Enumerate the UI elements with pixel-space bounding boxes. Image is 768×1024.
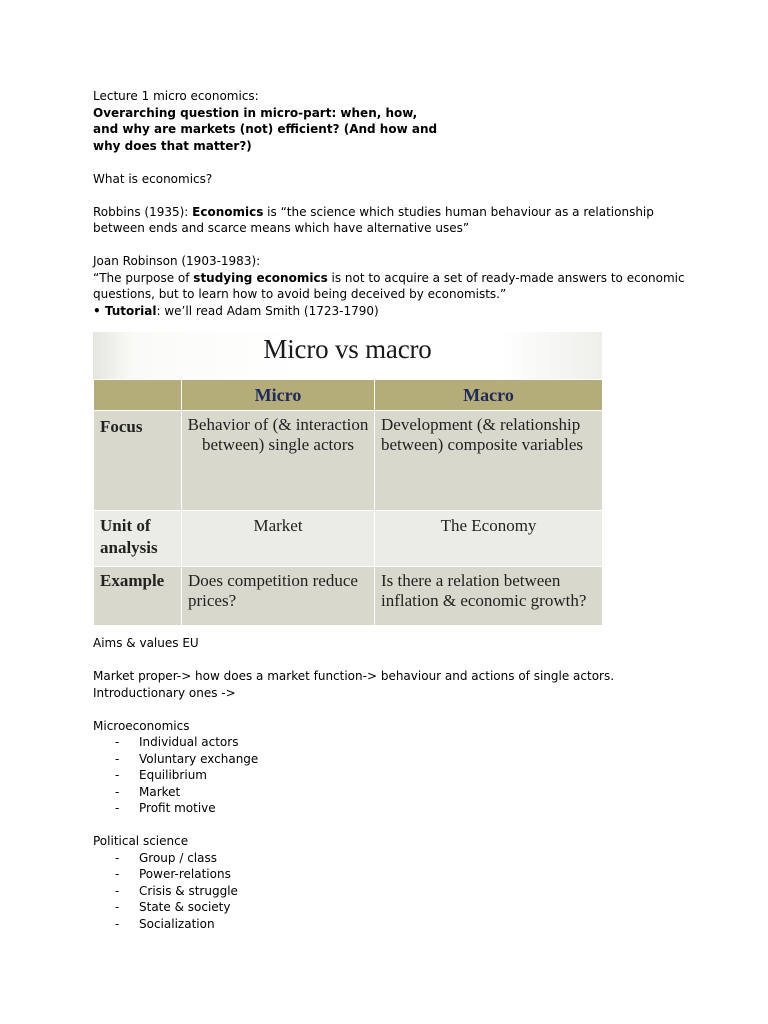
header-empty bbox=[94, 380, 182, 411]
table-row bbox=[94, 567, 603, 626]
microeconomics-heading: Microeconomics bbox=[93, 718, 190, 733]
micro-cell: Does competition reduce prices? bbox=[182, 567, 375, 626]
list-item: - Group / class bbox=[115, 850, 217, 865]
list-item: - Power-relations bbox=[115, 867, 231, 881]
lecture-heading: Lecture 1 micro economics: bbox=[93, 89, 259, 103]
joan-robinson-heading: Joan Robinson (1903-1983): bbox=[93, 254, 261, 268]
comparison-table bbox=[93, 379, 603, 626]
row-label: Focus bbox=[94, 411, 182, 511]
list-item: - State & society bbox=[115, 900, 231, 914]
document-body-lower bbox=[93, 635, 693, 932]
macro-cell: Is there a relation between inflation & economic growth? bbox=[375, 567, 603, 626]
political-science-list bbox=[93, 850, 693, 933]
micro-cell: Market bbox=[182, 511, 375, 567]
aims-values: Aims & values EU bbox=[93, 636, 199, 650]
table-header-row bbox=[94, 380, 603, 411]
joan-robinson-quote: “The purpose of studying economics is not to acquire a set of ready-made answers to economic questions, but to learn how to avoid being deceived by economists.” bbox=[93, 270, 685, 301]
list-item: - Market bbox=[115, 784, 181, 799]
list-item: - Individual actors bbox=[115, 735, 239, 749]
micro-cell: Behavior of (& interaction between) single actors bbox=[182, 411, 375, 511]
slide-title: Micro vs macro bbox=[263, 334, 432, 364]
document-body bbox=[93, 88, 693, 319]
list-item: - Equilibrium bbox=[115, 768, 207, 782]
macro-cell: Development (& relationship between) composite variables bbox=[375, 411, 603, 511]
micro-vs-macro-slide bbox=[93, 332, 602, 620]
microeconomics-list bbox=[93, 734, 693, 817]
list-item: - Profit motive bbox=[115, 801, 216, 815]
list-item: - Socialization bbox=[115, 916, 215, 931]
row-label: Unit of analysis bbox=[94, 511, 182, 567]
tutorial-bullet: • Tutorial: we’ll read Adam Smith (1723-1790) bbox=[93, 303, 379, 318]
table-row bbox=[94, 511, 603, 567]
row-label: Example bbox=[94, 567, 182, 626]
list-item: - Crisis & struggle bbox=[115, 883, 238, 898]
macro-cell: The Economy bbox=[375, 511, 603, 567]
header-macro: Macro bbox=[375, 380, 603, 411]
what-is-economics: What is economics? bbox=[93, 171, 213, 186]
list-item: - Voluntary exchange bbox=[115, 751, 259, 766]
introductionary-ones: Introductionary ones -> bbox=[93, 685, 236, 700]
political-science-heading: Political science bbox=[93, 834, 189, 848]
overarching-question: Overarching question in micro-part: when, how, and why are markets (not) efficient? (And how and why does that matter?) bbox=[93, 105, 438, 153]
robbins-definition: Robbins (1935): Economics is “the science which studies human behaviour as a relationship between ends and scarce means which have alternative uses” bbox=[93, 204, 654, 235]
header-micro: Micro bbox=[182, 380, 375, 411]
table-row bbox=[94, 411, 603, 511]
market-proper: Market proper-> how does a market function-> behaviour and actions of single actors. bbox=[93, 669, 615, 683]
